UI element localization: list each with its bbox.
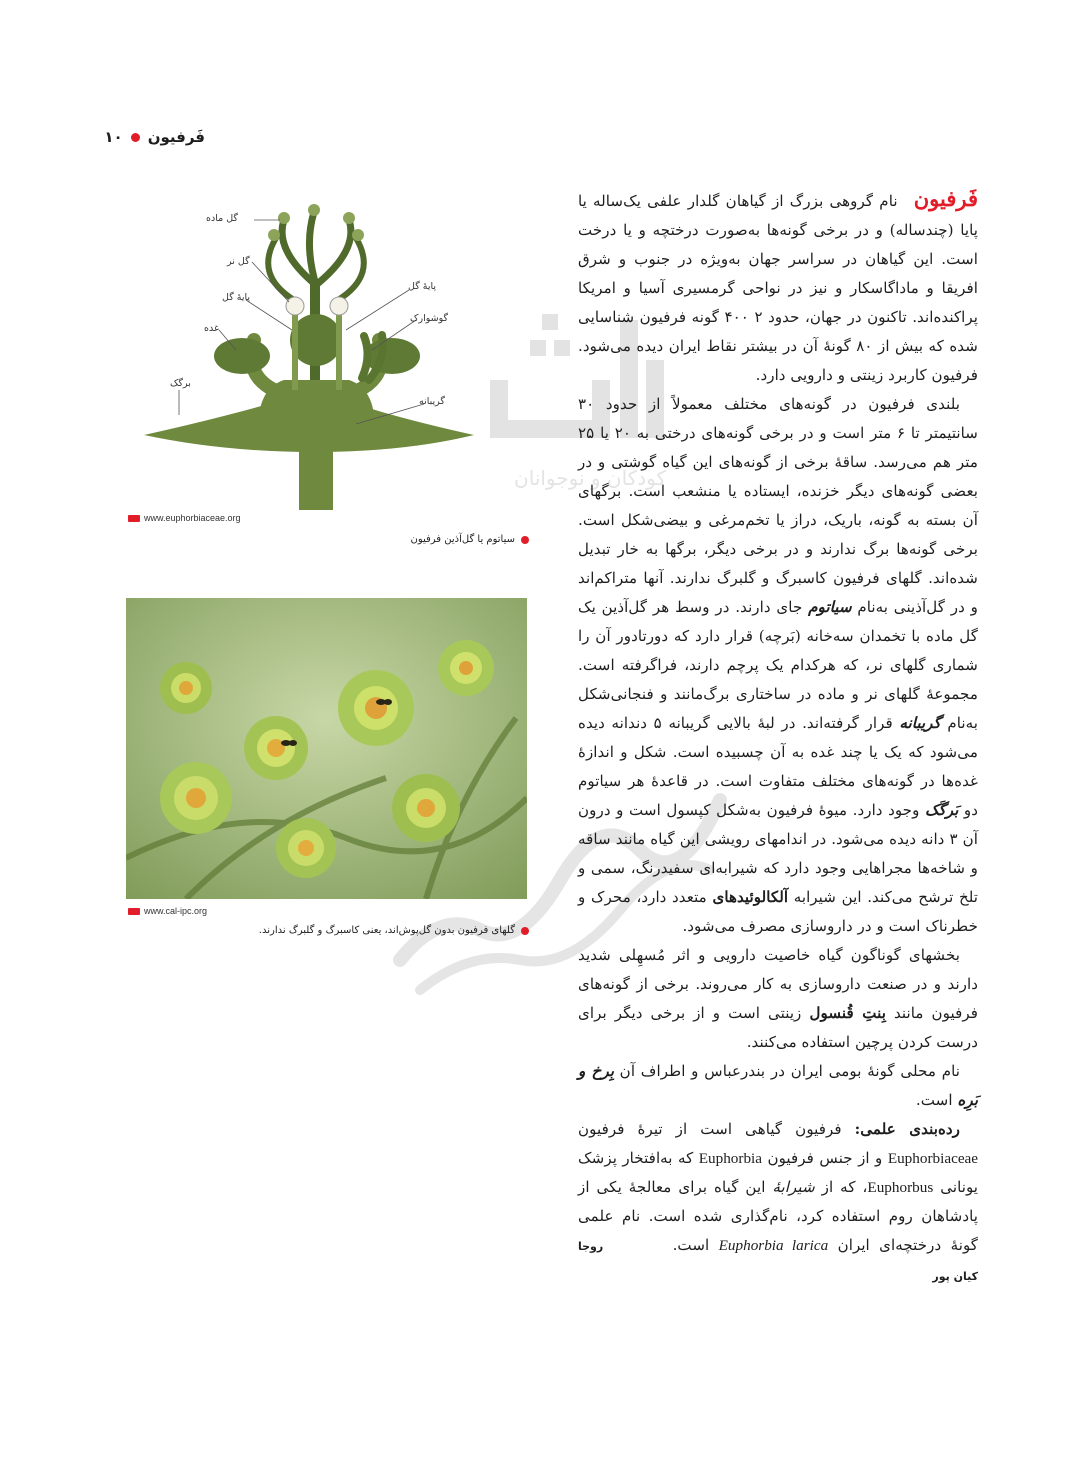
p5a-text: فرفیون گیاهی است از تیرهٔ فرفیون <box>578 1120 842 1138</box>
label-earring: گوشوارک <box>410 313 449 324</box>
family-latin: Euphorbiaceae <box>887 1150 979 1167</box>
figure1-credit <box>128 513 241 523</box>
diagram-plant <box>144 204 474 510</box>
cyathium-diagram <box>124 190 504 520</box>
term-cyathium: سیاتوم <box>808 598 852 616</box>
section-title: فَرفیون <box>147 128 205 146</box>
label-female-flower: گل ماده <box>206 213 238 224</box>
p3a-text: بخشهای گوناگون گیاه خاصیت دارویی و اثر مُسهِلی شدید دارند و در صنعت داروسازی به کار می‌روند. برخی از گونه‌های فرفیون مانند <box>578 946 979 1022</box>
term-latex: شیرابهٔ <box>772 1178 815 1196</box>
figure2-credit <box>128 906 207 916</box>
term-alkaloids: آلکالوئیدهای <box>712 888 789 906</box>
label-involucre: گریبانه <box>419 396 445 407</box>
figure2-credit-text: www.cal-ipc.org <box>144 906 208 916</box>
term-bract: بَرگَک <box>924 801 959 819</box>
figure1-caption-text: سیاتوم یا گل‌آذین فرفیون <box>410 534 515 545</box>
p2c-text: قرار گرفته‌اند. در لبهٔ بالایی گریبانه ۵ دندانه دیده می‌شود که یک یا چند غده به آن چسبیده است. شکل و اندازهٔ غده‌ها در گونه‌های مختلف متفاوت است. در قاعدهٔ هر سیاتوم دو <box>578 714 979 819</box>
p4b-text: است. <box>915 1091 953 1109</box>
p1-text: نام گروهی بزرگ از گیاهان گلدار علفی یک‌ساله یا پایا (چندساله) و در برخی گونه‌ها به‌صورت درختچه و یا درخت است. این گیاهان در سراسر جهان به‌ویژه در جنوب و شرق افریقا و ماداگاسکار و نیز در نواحی گرمسیری آسیا و امریکا پراکنده‌اند. تاکنون در جهان، حدود ۲ ۴۰۰ گونه فرفیون شناسایی شده که بیش از ۸۰ گونهٔ آن در بیشتر نقاط ایران دیده می‌شود. فرفیون کاربرد زینتی و دارویی دارد. <box>578 192 979 384</box>
article-body <box>578 184 978 1291</box>
label-male-flower: گل نر <box>227 256 250 267</box>
term-poinsettia: بِنتِ قُنسول <box>809 1004 886 1022</box>
author-name: روجا کیان پور <box>578 1240 978 1283</box>
figure1-caption <box>410 534 529 545</box>
p5d-text: ، که از <box>821 1178 868 1196</box>
p5e-text: این گیاه برای معالجهٔ یکی از پادشاهان روم استفاده کرد، نام‌گذاری شده است. نام علمی گونهٔ درختچه‌ای ایران <box>578 1178 979 1254</box>
p5c-text: که به‌افتخار پزشک یونانی <box>578 1149 979 1196</box>
p2e-text: متعدد دارد، محرک و خطرناک است و در داروسازی مصرف می‌شود. <box>578 888 978 935</box>
red-dot-icon <box>521 536 529 544</box>
classification-label: رده‌بندی علمی: <box>854 1120 960 1138</box>
p5b-text: و از جنس فرفیون <box>767 1149 883 1167</box>
p4a-text: نام محلی گونهٔ بومی ایران در بندرعباس و اطراف آن <box>619 1062 960 1080</box>
label-gland: غده <box>204 323 219 334</box>
red-dot-icon <box>131 133 140 142</box>
paragraph-uses <box>578 941 978 1057</box>
watermark-text: کودکان و نوجوانان <box>514 466 666 490</box>
figure2-caption-text: گلهای فرفیون بدون گل‌پوش‌اند، یعنی کاسبرگ و گلبرگ ندارند. <box>258 925 515 936</box>
paragraph-local-name <box>578 1057 978 1115</box>
running-head <box>104 128 205 146</box>
p5f-text: است. <box>672 1236 710 1254</box>
label-flower-stalk-right: پایهٔ گل <box>408 281 437 292</box>
p2b-text: جای دارند. در وسط هر گل‌آذین یک گل ماده با تخمدان سه‌خانه (بَرچه) قرار دارد که دورتادور آن را شماری گلهای نر، که هرکدام یک پرچم دارند، فراگرفته است. مجموعهٔ گلهای نر و ماده در ساختاری برگ‌مانند و فنجانی‌شکل به‌نام <box>578 598 979 732</box>
paragraph-description <box>578 390 978 941</box>
physician-latin: Euphorbus <box>867 1179 934 1196</box>
red-dot-icon <box>521 927 529 935</box>
label-bract: برگک <box>170 378 191 389</box>
species-latin: Euphorbia larica <box>718 1237 829 1254</box>
p2d-text: وجود دارد. میوهٔ فرفیون به‌شکل کپسول است و درون آن ۳ دانه دیده می‌شود. در اندامهای رویشی این گیاه مانند ساقه و شاخه‌ها مجراهایی وجود دارد که شیرابه‌ای سفیدرنگ، سمی و تلخ ترشح می‌کند. این شیرابه <box>578 801 979 906</box>
euphorbia-photo <box>126 598 527 899</box>
label-flower-stalk: پایهٔ گل <box>222 292 251 303</box>
term-involucre: گریبانه <box>899 714 941 732</box>
figure2-caption <box>259 925 529 936</box>
genus-latin: Euphorbia <box>698 1150 763 1167</box>
camera-icon <box>128 908 140 915</box>
entry-title: فَرفیون <box>913 186 978 211</box>
page-number: ۱۰ <box>104 128 123 146</box>
term-local-name: بِرخ و بَرِه <box>578 1062 978 1109</box>
figure1-credit-text: www.euphorbiaceae.org <box>144 513 241 523</box>
paragraph-classification <box>578 1115 978 1291</box>
camera-icon <box>128 515 140 522</box>
paragraph-intro <box>578 184 978 390</box>
p3b-text: زینتی است و از برخی دیگر برای درست کردن پرچین استفاده می‌کنند. <box>578 1004 978 1051</box>
p2a-text: بلندی فرفیون در گونه‌های مختلف معمولاً از حدود ۳۰ سانتیمتر تا ۶ متر است و در برخی گونه‌های درختی به ۲۰ یا ۲۵ متر هم می‌رسد. ساقهٔ برخی از گونه‌های این گیاه گوشتی و در بعضی گونه‌های دیگر خزنده، ایستاده یا منشعب است. برگهای آن بسته به گونه، باریک، دراز یا تخم‌مرغی و بیضی‌شکل است. برخی گونه‌ها برگ ندارند و در برخی دیگر، برگها به خار تبدیل شده‌اند. گلهای فرفیون کاسبرگ و گلبرگ ندارند. آنها متراکم‌اند و در گل‌آذینی به‌نام <box>578 395 979 616</box>
